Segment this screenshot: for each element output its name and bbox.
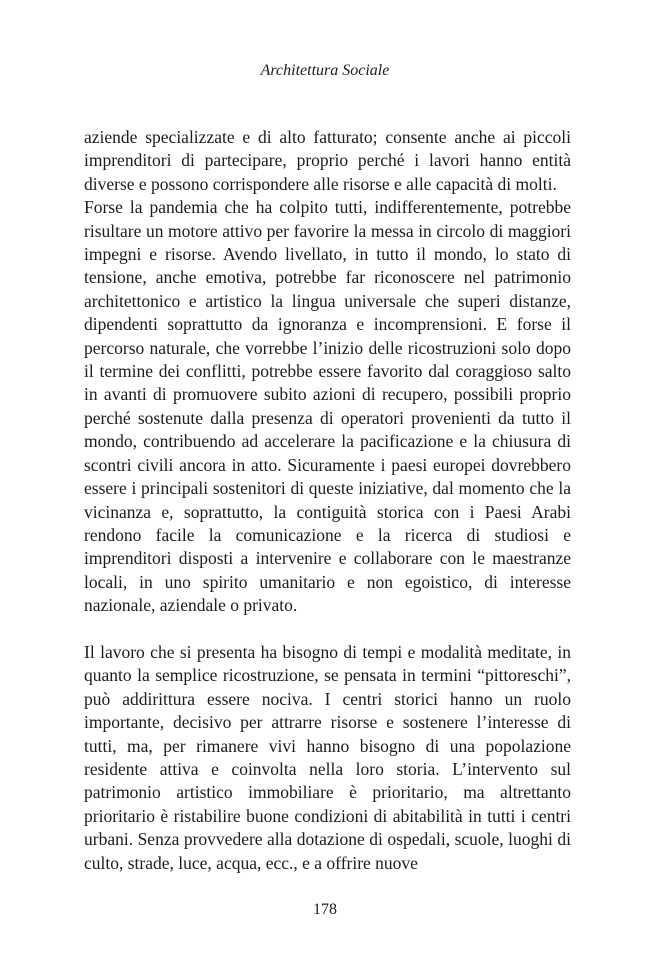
paragraph-spacer	[84, 618, 571, 641]
running-header: Architettura Sociale	[260, 62, 390, 79]
body-text	[84, 126, 571, 875]
paragraph-pandemic: Forse la pandemia che ha colpito tutti, indifferentemente, potrebbe risultare un motore attivo per favorire la messa in circolo di maggiori impegni e risorse. Avendo livellato, in tutto il mondo, lo stato di tensione, anche emotiva, potrebbe far riconoscere nel patrimonio architettonico e artistico la lingua universale che superi distanze, dipendenti soprattutto da ignoranza e incomprensioni. E forse il percorso naturale, che vorrebbe l’inizio delle ricostruzioni solo dopo il termine dei conflitti, potrebbe essere favorito dal coraggioso salto in avanti di promuovere subito azioni di recupero, possibili proprio perché sostenute dalla presenza di operatori provenienti da tutto il mondo, contribuendo ad accelerare la pacificazione e la chiusura di scontri civili ancora in atto. Sicuramente i paesi europei dovrebbero essere i principali sostenitori di queste iniziative, dal momento che la vicinanza e, soprattutto, la contiguità storica con i Paesi Arabi rendono facile la comunicazione e la ricerca di studiosi e imprenditori disposti a intervenire e collaborare con le maestranze locali, in uno spirito umanitario e non egoistico, di interesse nazionale, aziendale o privato.	[84, 197, 571, 616]
page-number: 178	[313, 901, 337, 918]
paragraph-continuation: aziende specializzate e di alto fatturato; consente anche ai piccoli imprenditori di partecipare, proprio perché i lavori hanno entità diverse e possono corrispondere alle risorse e alle capacità di molti.	[84, 127, 571, 194]
paragraph-reconstruction: Il lavoro che si presenta ha bisogno di tempi e modalità meditate, in quanto la semplice ricostruzione, se pensata in termini “pittoreschi”, può addirittura essere nociva. I centri storici hanno un ruolo importante, decisivo per attrarre risorse e sostenere l’interesse di tutti, ma, per rimanere vivi hanno bisogno di una popolazione residente attiva e coinvolta nella loro storia. L’intervento sul patrimonio artistico immobiliare è prioritario, ma altrettanto prioritario è ristabilire buone condizioni di abitabilità in tutti i centri urbani. Senza provvedere alla dotazione di ospedali, scuole, luoghi di culto, strade, luce, acqua, ecc., e a offrire nuove	[84, 641, 571, 873]
